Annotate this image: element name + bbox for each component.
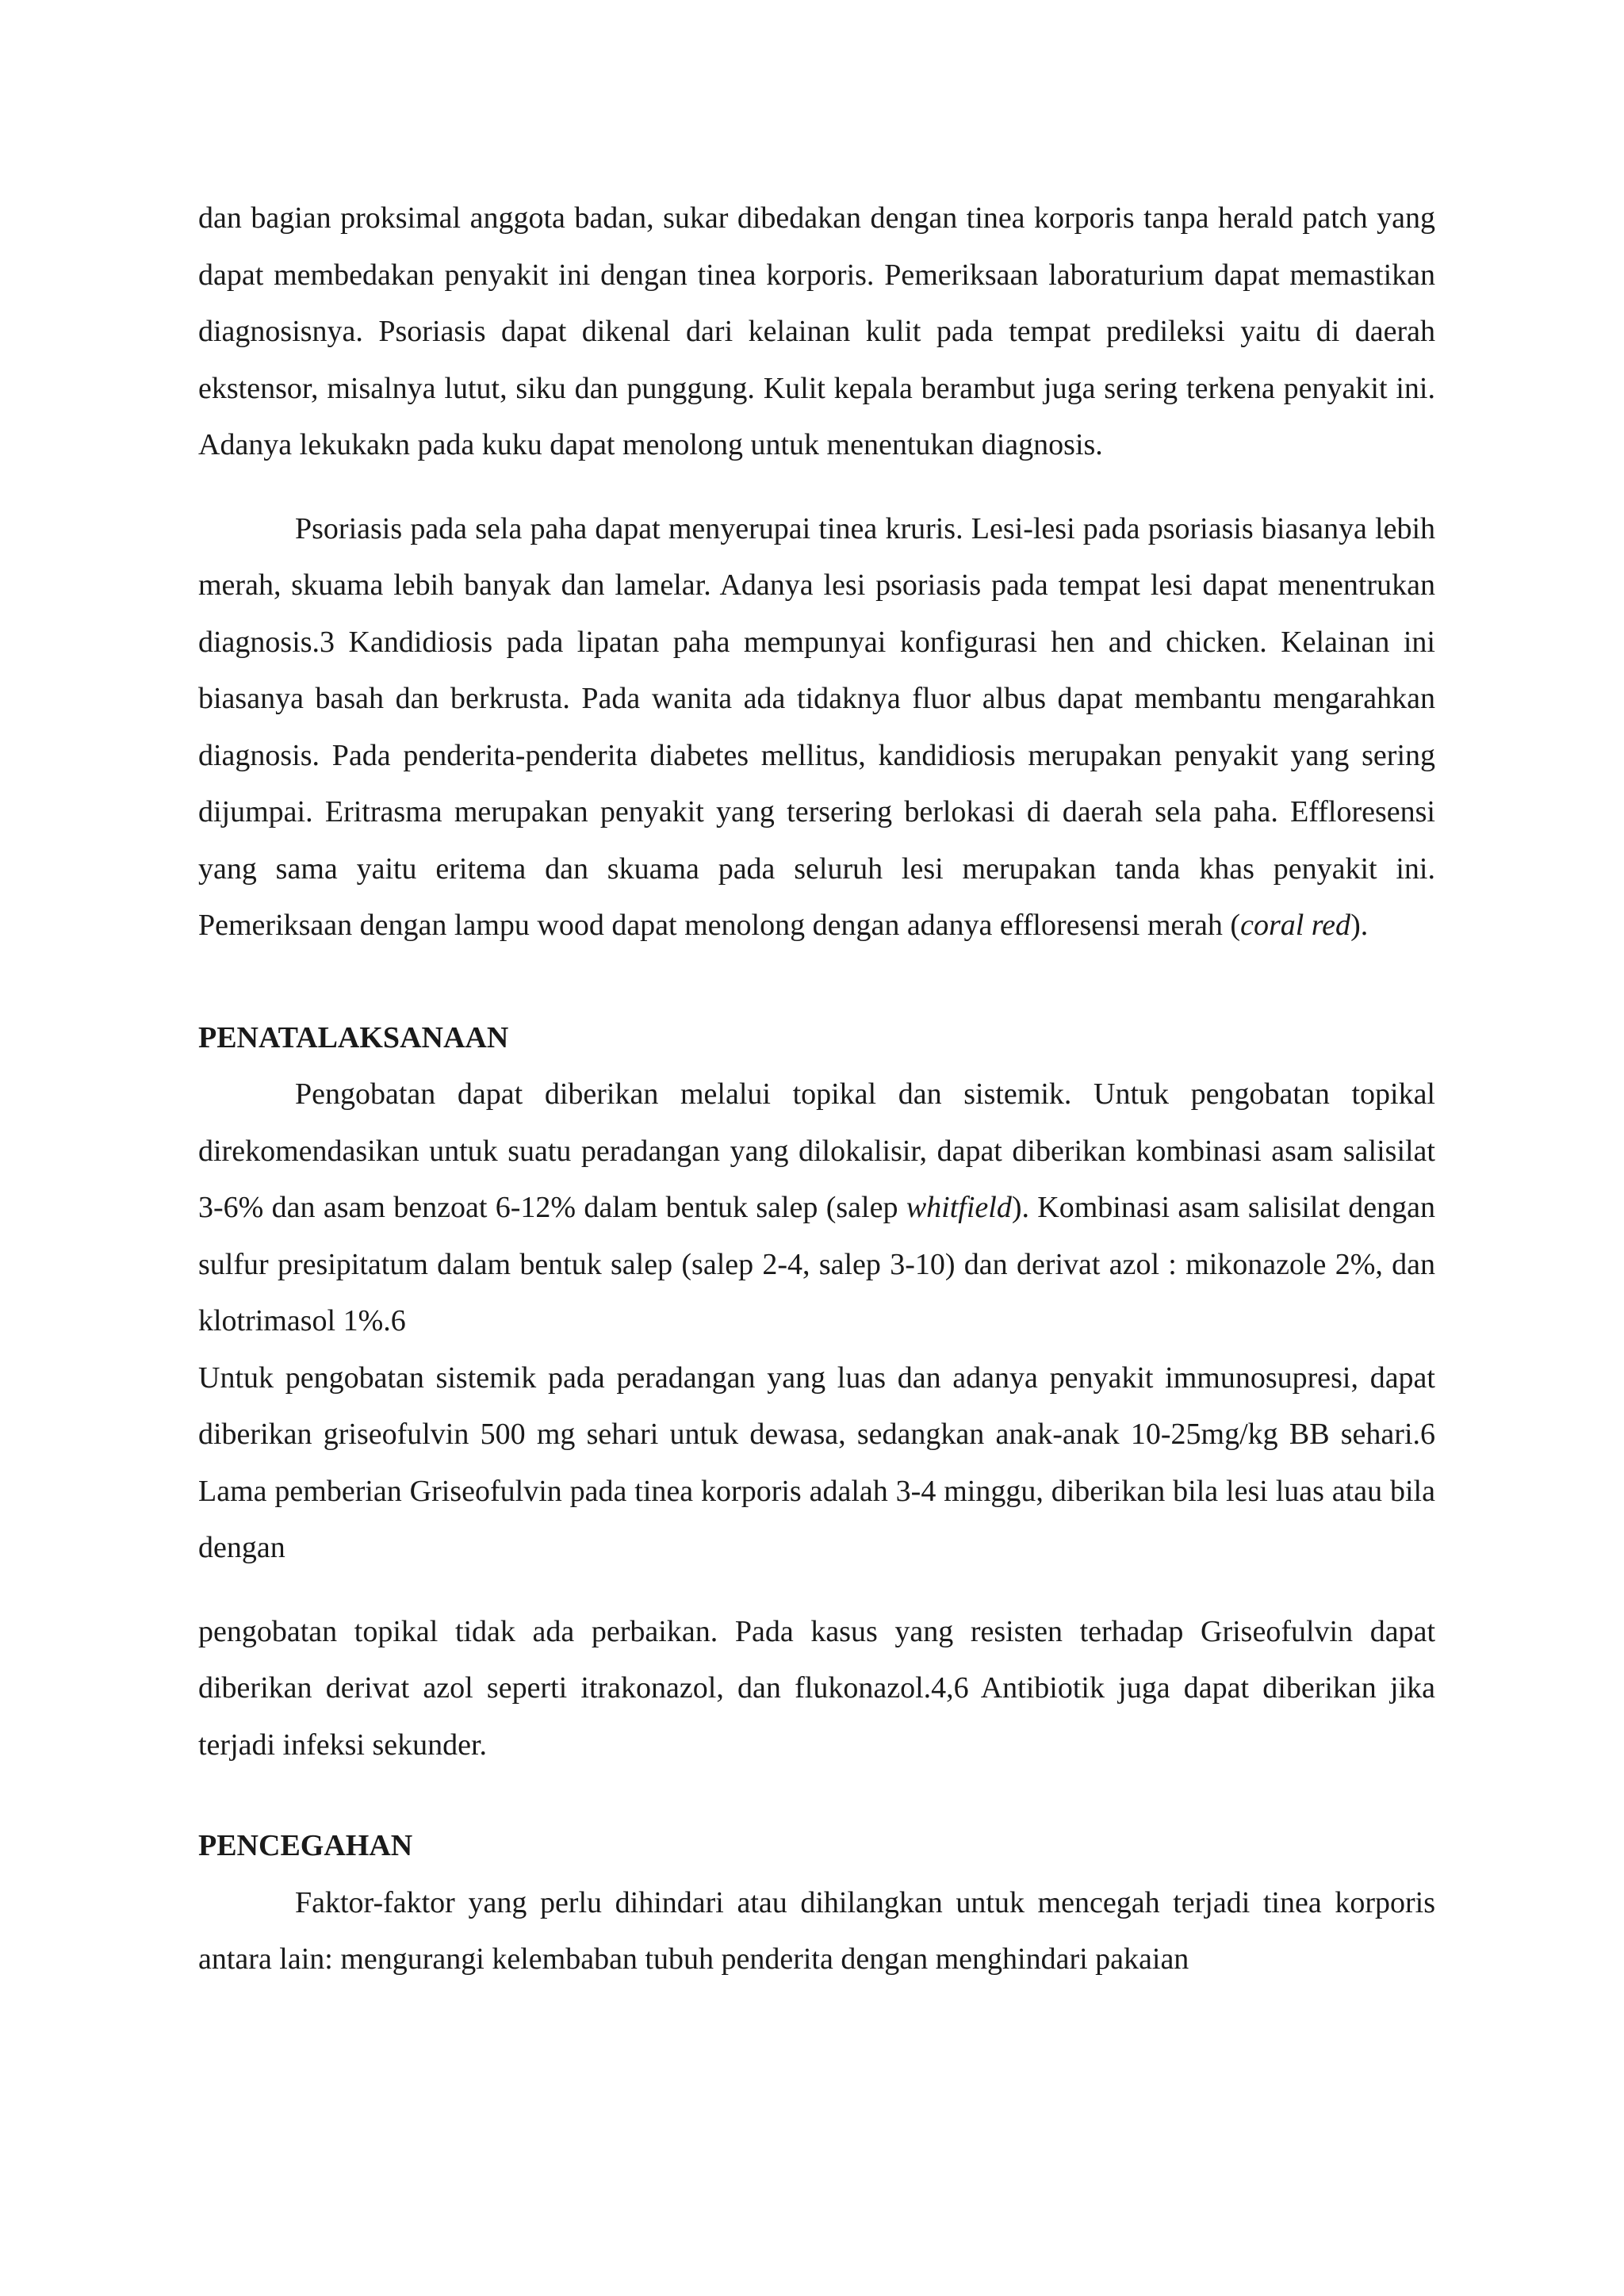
paragraph-pengobatan-lanjutan: pengobatan topikal tidak ada perbaikan. Pada kasus yang resisten terhadap Griseofulvin dapat diberikan derivat azol seperti itrakonazol, dan flukonazol.4,6 Antibiotik juga dapat diberikan jika terjadi infeksi sekunder.	[198, 1614, 1435, 1762]
paragraph-text: Pengobatan dapat diberikan melalui topikal dan sistemik. Untuk pengobatan topikal direkomendasikan untuk suatu peradangan yang dilokalisir, dapat diberikan kombinasi asam salisilat 3-6% dan asam benzoat 6-12% dalam bentuk salep (salep	[198, 1077, 1435, 1224]
italic-term-coral-red: coral red	[1240, 909, 1351, 942]
paragraph-differential-diagnosis-psoriasis: dan bagian proksimal anggota badan, sukar dibedakan dengan tinea korporis tanpa herald patch yang dapat membedakan penyakit ini dengan tinea korporis. Pemeriksaan laboraturium dapat memastikan diagnosisnya. Psoriasis dapat dikenal dari kelainan kulit pada tempat predileksi yaitu di daerah ekstensor, misalnya lutut, siku dan punggung. Kulit kepala berambut juga sering terkena penyakit ini. Adanya lekukakn pada kuku dapat menolong untuk menentukan diagnosis.	[198, 201, 1435, 461]
paragraph-psoriasis-sela-paha	[198, 501, 1435, 955]
paragraph-text: ). Kombinasi asam salisilat dengan sulfur presipitatum dalam bentuk salep (salep 2-4, salep 3-10) dan derivat azol : mikonazole 2%, dan klotrimasol 1%.6	[198, 1191, 1435, 1337]
section-heading-penatalaksanaan: PENATALAKSANAAN	[198, 1020, 509, 1054]
italic-term-whitfield: whitfield	[906, 1191, 1012, 1224]
document-page	[198, 190, 1435, 1988]
paragraph-text: Psoriasis pada sela paha dapat menyerupai tinea kruris. Lesi-lesi pada psoriasis biasanya lebih merah, skuama lebih banyak dan lamelar. Adanya lesi psoriasis pada tempat lesi dapat menentrukan diagnosis.3 Kandidiosis pada lipatan paha mempunyai konfigurasi hen and chicken. Kelainan ini biasanya basah dan berkrusta. Pada wanita ada tidaknya fluor albus dapat membantu mengarahkan diagnosis. Pada penderita-penderita diabetes mellitus, kandidiosis merupakan penyakit yang sering dijumpai. Eritrasma merupakan penyakit yang tersering berlokasi di daerah sela paha. Effloresensi yang sama yaitu eritema dan skuama pada seluruh lesi merupakan tanda khas penyakit ini. Pemeriksaan dengan lampu wood dapat menolong dengan adanya effloresensi merah (	[198, 511, 1435, 942]
paragraph-text: ).	[1350, 909, 1369, 942]
paragraph-pengobatan-sistemik: Untuk pengobatan sistemik pada peradangan yang luas dan adanya penyakit immunosupresi, dapat diberikan griseofulvin 500 mg sehari untuk dewasa, sedangkan anak-anak 10-25mg/kg BB sehari.6 Lama pemberian Griseofulvin pada tinea korporis adalah 3-4 minggu, diberikan bila lesi luas atau bila dengan	[198, 1360, 1435, 1564]
section-heading-pencegahan: PENCEGAHAN	[198, 1829, 413, 1862]
paragraph-pengobatan-topikal	[198, 1066, 1435, 1350]
paragraph-pencegahan: Faktor-faktor yang perlu dihindari atau dihilangkan untuk mencegah terjadi tinea korporis antara lain: mengurangi kelembaban tubuh penderita dengan menghindari pakaian	[198, 1885, 1435, 1976]
